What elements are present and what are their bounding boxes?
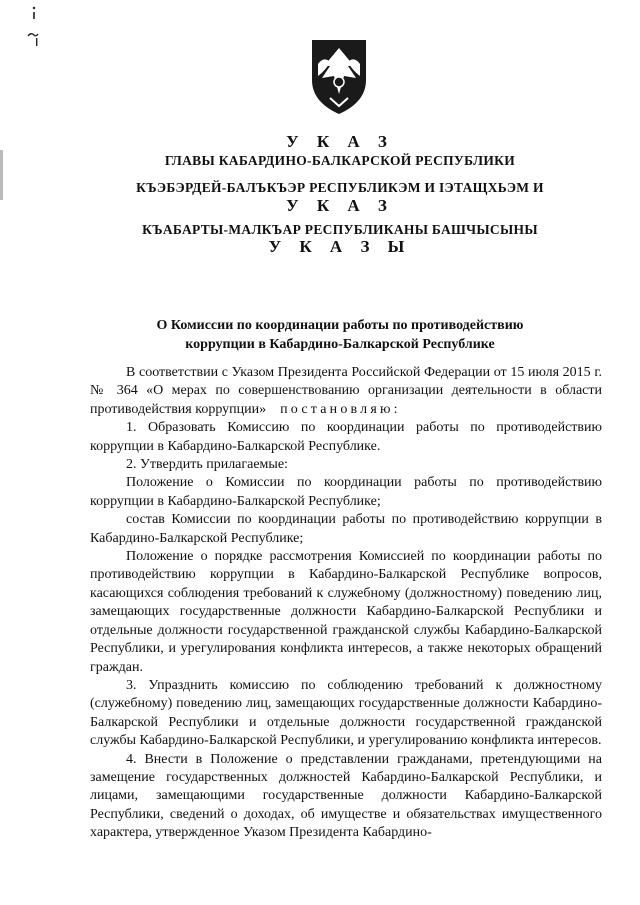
paragraph-1: 1. Образовать Комиссию по координации работы по противодействию коррупции в Кабардино-Балкарской Республике. (90, 420, 602, 454)
paragraph-intro (90, 364, 602, 419)
paragraph-2b: состав Комиссии по координации работы по противодействию коррупции в Кабардино-Балкарской Республике; (90, 512, 602, 546)
heading-org-balkar: КЪАБАРТЫ-МАЛКЪАР РЕСПУБЛИКАНЫ БАШЧЫСЫНЫ (142, 222, 538, 237)
decree-title-line-1: О Комиссии по координации работы по противодействию (156, 318, 524, 333)
heading-org-russian: ГЛАВЫ КАБАРДИНО-БАЛКАРСКОЙ РЕСПУБЛИКИ (164, 153, 516, 168)
scan-margin-marks (0, 0, 60, 200)
paragraph-2c: Положение о порядке рассмотрения Комиссией по координации работы по противодействию коррупции в Кабардино-Балкарской Республике вопросов, касающихся соблюдения требований к служебному (должностному) поведению лиц, замещающих государственные должности Кабардино-Балкарской Республики и отдельные должности государственной гражданской службы Кабардино-Балкарской Республики, и урегулирования конфликта интересов, а также некоторых обращений граждан. (90, 549, 602, 675)
heading-ukaz-3: У К А З Ы (268, 237, 412, 256)
decree-body (90, 364, 602, 843)
paragraph-4: 4. Внести в Положение о представлении гражданами, претендующими на замещение государственных должностей Кабардино-Балкарской Республики, и лицами, замещающими государственные должности Кабардино-Балкарской Республики, сведений о доходах, об имуществе и обязательствах имущественного характера, утвержденное Указом Президента Кабардино- (90, 751, 602, 841)
paragraph-2: 2. Утвердить прилагаемые: (126, 457, 288, 473)
heading-ukaz-2: У К А З (286, 196, 394, 215)
intro-text: В соответствии с Указом Президента Российской Федерации от 15 июля 2015 г. № 364 «О мерах по совершенствованию организации деятельности в области противодействия коррупции» (90, 365, 602, 417)
heading-org-kabardian: КЪЭБЭРДЕЙ-БАЛЪКЪЭР РЕСПУБЛИКЭМ И ІЭТАЩХЬЭМ И (136, 180, 544, 195)
decree-title (60, 316, 620, 354)
heading-ukaz-1: У К А З (286, 132, 394, 151)
decree-title-line-2: коррупции в Кабардино-Балкарской Республике (185, 337, 495, 352)
paragraph-3: 3. Упразднить комиссию по соблюдению требований к должностному (служебному) поведению лиц, замещающих государственные должности Кабардино-Балкарской Республики и отдельные должности государственной гражданской службы Кабардино-Балкарской Республики, и урегулированию конфликта интересов. (90, 677, 602, 749)
coat-of-arms-emblem (300, 36, 378, 116)
intro-keyword: постановляю: (280, 401, 401, 417)
paragraph-2a: Положение о Комиссии по координации работы по противодействию коррупции в Кабардино-Балкарской Республике; (90, 475, 602, 509)
